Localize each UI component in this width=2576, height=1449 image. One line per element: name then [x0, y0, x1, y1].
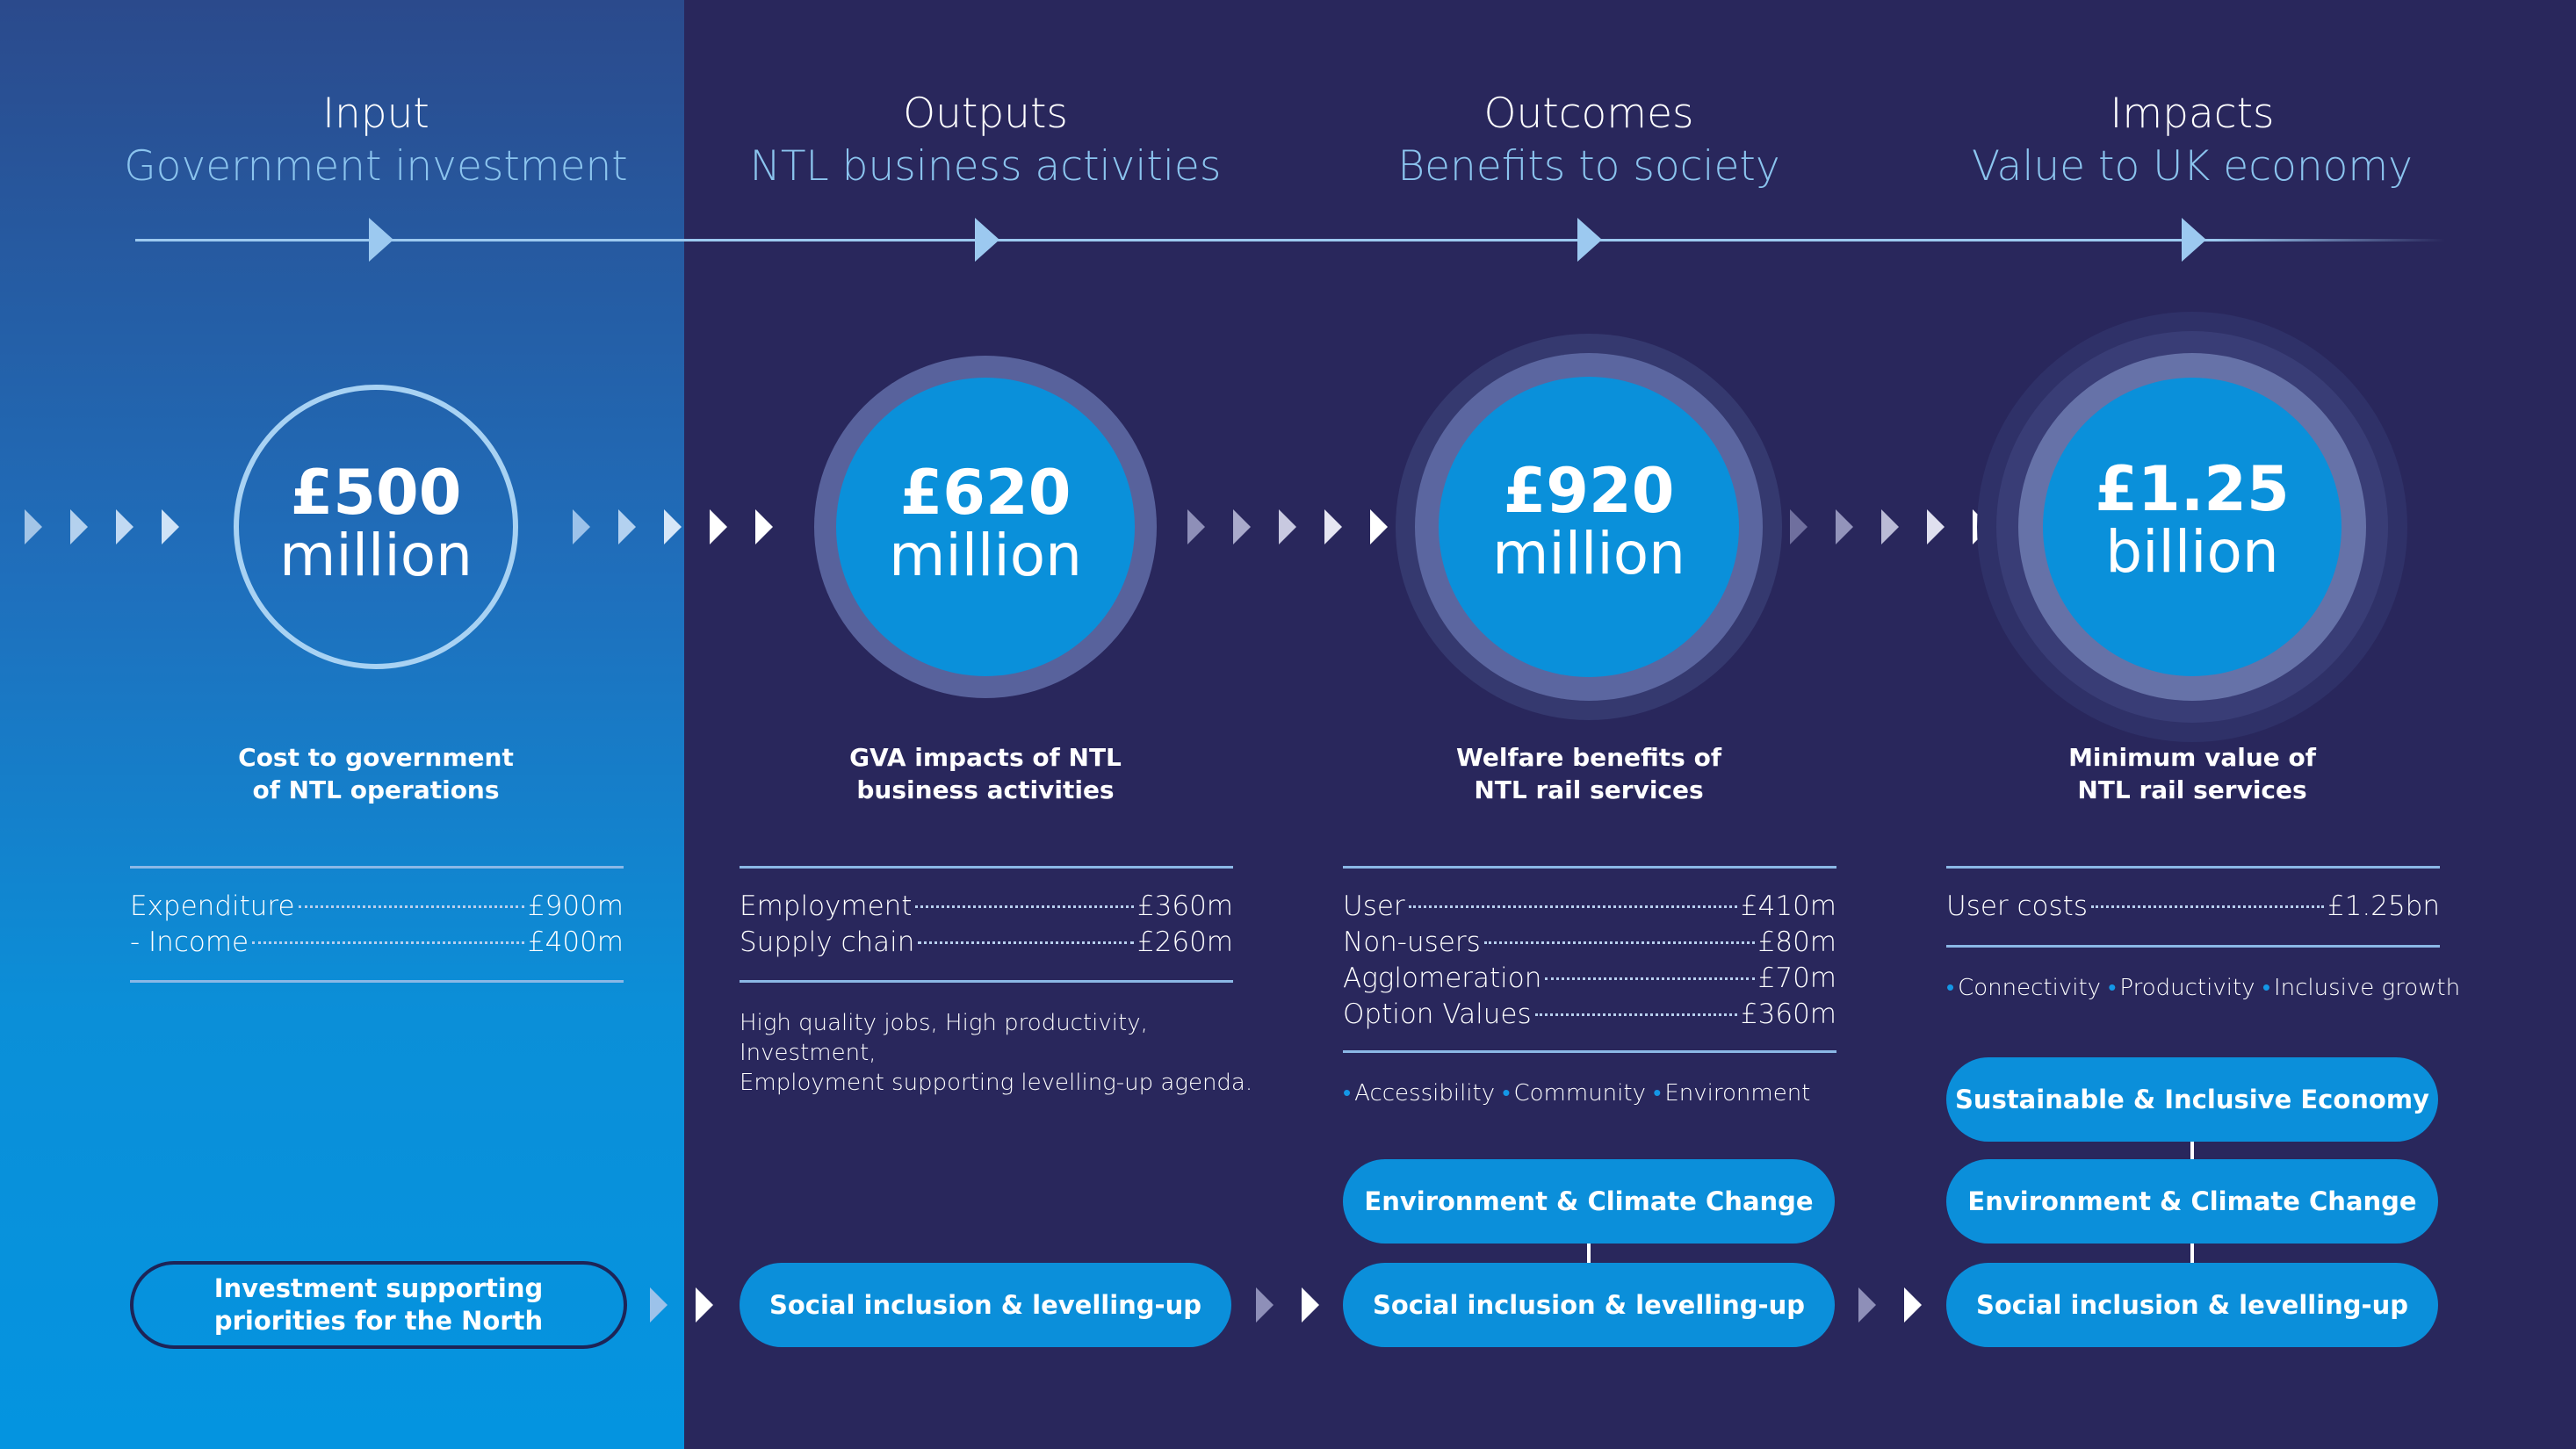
- chevron-row-input-outputs: [573, 509, 773, 544]
- divider: [1343, 866, 1836, 869]
- bottom-arrows-outcomes-impacts: [1858, 1287, 1922, 1323]
- circle-amount: £920: [1503, 455, 1675, 527]
- tag: Accessibility: [1354, 1080, 1496, 1107]
- circle-unit: million: [889, 522, 1082, 589]
- outputs-note: High quality jobs, High productivity, Investment, Employment supporting levelling-up agenda.: [740, 1010, 1253, 1096]
- tag: Productivity: [2119, 975, 2255, 1001]
- divider: [130, 866, 624, 869]
- breakdown-value: £410m: [1740, 890, 1836, 922]
- breakdown-label: Supply chain: [740, 926, 915, 958]
- pill-social-inclusion: Social inclusion & levelling-up: [740, 1263, 1231, 1347]
- description-outcomes: Welfare benefits of NTL rail services: [1455, 743, 1722, 804]
- description-impacts: Minimum value of NTL rail services: [2068, 743, 2316, 804]
- breakdown-row: [740, 889, 1233, 924]
- stage-subtitle: Benefits to society: [1397, 142, 1780, 191]
- breakdown-value: £80m: [1757, 926, 1836, 958]
- breakdown-value: £1.25bn: [2327, 890, 2440, 922]
- breakdown-label: Non-users: [1343, 926, 1481, 958]
- circle-amount: £1.25: [2095, 453, 2290, 525]
- pill-social-inclusion: Social inclusion & levelling-up: [1946, 1263, 2438, 1347]
- circle-amount: £620: [899, 457, 1072, 529]
- divider: [740, 866, 1233, 869]
- timeline-arrow-icon: [369, 218, 393, 262]
- impact-tags: • Connectivity • Productivity • Inclusive growth: [1946, 975, 2461, 1001]
- timeline-arrow-icon: [1577, 218, 1602, 262]
- stage-subtitle: Government investment: [124, 142, 628, 191]
- breakdown-value: £260m: [1136, 926, 1233, 958]
- pill-environment-climate: Environment & Climate Change: [1343, 1159, 1835, 1244]
- stage-subtitle: Value to UK economy: [1972, 142, 2413, 191]
- circle-amount: £500: [290, 457, 462, 529]
- timeline-line: [135, 239, 2445, 242]
- stage-title: Outputs: [903, 90, 1068, 138]
- outcome-tags: • Accessibility • Community • Environment: [1343, 1080, 1811, 1107]
- breakdown-row: [1343, 961, 1836, 996]
- breakdown-label: Employment: [740, 890, 913, 922]
- breakdown-row: [1946, 889, 2440, 924]
- stage-subtitle: NTL business activities: [749, 142, 1222, 191]
- breakdown-value: £400m: [527, 926, 624, 958]
- bottom-arrows-outputs-outcomes: [1256, 1287, 1319, 1323]
- breakdown-row: [130, 925, 624, 960]
- breakdown-value: £900m: [527, 890, 624, 922]
- breakdown-value: £360m: [1136, 890, 1233, 922]
- stage-title: Impacts: [2110, 90, 2275, 138]
- breakdown-label: Agglomeration: [1343, 962, 1542, 994]
- divider: [1946, 866, 2440, 869]
- chevron-row-outputs-outcomes: [1187, 509, 1388, 544]
- chevron-row-outcomes-impacts: [1790, 509, 1990, 544]
- timeline-arrow-icon: [975, 218, 999, 262]
- breakdown-value: £360m: [1740, 998, 1836, 1030]
- breakdown-label: Option Values: [1343, 998, 1532, 1030]
- breakdown-row: [1343, 889, 1836, 924]
- breakdown-label: Expenditure: [130, 890, 295, 922]
- pill-investment-north: Investment supporting priorities for the North: [130, 1261, 627, 1349]
- circle-unit: million: [279, 522, 473, 589]
- circle-unit: billion: [2105, 518, 2279, 586]
- divider: [740, 980, 1233, 983]
- pill-social-inclusion: Social inclusion & levelling-up: [1343, 1263, 1835, 1347]
- breakdown-row: [1343, 997, 1836, 1032]
- tag: Community: [1513, 1080, 1646, 1107]
- tag: Environment: [1664, 1080, 1811, 1107]
- breakdown-label: User costs: [1946, 890, 2088, 922]
- timeline-arrow-icon: [2182, 218, 2206, 262]
- circle-unit: million: [1492, 520, 1685, 588]
- divider: [1946, 945, 2440, 948]
- breakdown-row: [1343, 925, 1836, 960]
- breakdown-row: [740, 925, 1233, 960]
- breakdown-label: - Income: [130, 926, 249, 958]
- pill-connector: [1587, 1242, 1591, 1265]
- stage-title: Outcomes: [1483, 90, 1694, 138]
- breakdown-row: [130, 889, 624, 924]
- breakdown-label: User: [1343, 890, 1405, 922]
- bottom-arrows-input-outputs: [650, 1287, 713, 1323]
- divider: [130, 980, 624, 983]
- description-outputs: GVA impacts of NTL business activities: [849, 743, 1122, 804]
- stage-title: Input: [322, 90, 429, 138]
- tag: Inclusive growth: [2273, 975, 2461, 1001]
- description-input: Cost to government of NTL operations: [238, 743, 514, 804]
- tag: Connectivity: [1958, 975, 2102, 1001]
- divider: [1343, 1050, 1836, 1053]
- pill-connector: [2190, 1242, 2194, 1265]
- breakdown-value: £70m: [1757, 962, 1836, 994]
- chevron-row-left: [25, 509, 179, 544]
- pill-environment-climate: Environment & Climate Change: [1946, 1159, 2438, 1244]
- pill-sustainable-economy: Sustainable & Inclusive Economy: [1946, 1057, 2438, 1142]
